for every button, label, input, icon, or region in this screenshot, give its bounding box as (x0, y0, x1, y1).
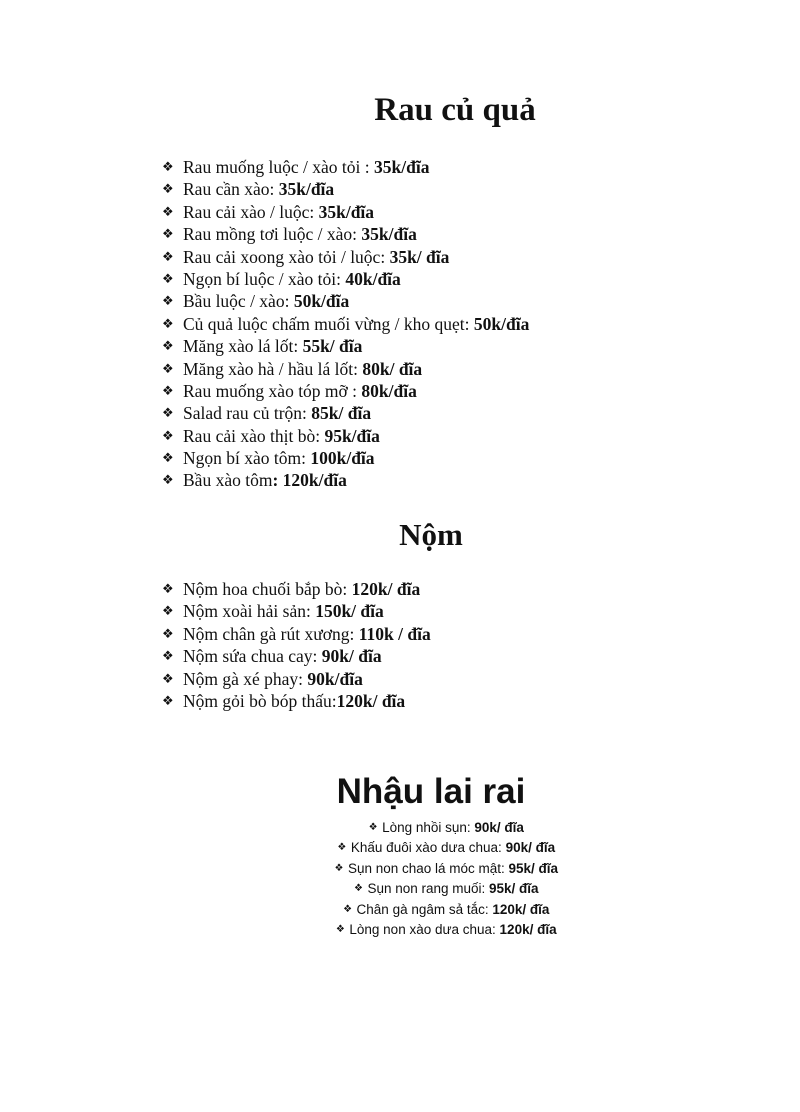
menu-item-name: Sụn non chao lá móc mật: (347, 860, 509, 876)
diamond-bullet-icon: ❖ (162, 670, 174, 686)
menu-list-rau-cu-qua (162, 156, 529, 492)
menu-item-name: Ngọn bí luộc / xào tỏi: (183, 268, 346, 289)
menu-item (88, 900, 800, 920)
diamond-bullet-icon: ❖ (162, 450, 174, 466)
menu-item-price: 35k/đĩa (318, 201, 375, 222)
diamond-bullet-icon: ❖ (162, 270, 174, 286)
menu-item-price: 95k/ đĩa (508, 860, 559, 876)
diamond-bullet-icon: ❖ (337, 842, 347, 854)
diamond-bullet-icon: ❖ (162, 360, 174, 376)
menu-item-price: 35k/ đĩa (389, 246, 450, 267)
menu-item-name: Salad rau củ trộn: (183, 403, 312, 424)
menu-item-name: Rau cải xào / luộc: (183, 201, 319, 222)
menu-item-price: 95k/ đĩa (489, 881, 539, 897)
diamond-bullet-icon: ❖ (162, 648, 174, 664)
diamond-bullet-icon: ❖ (162, 159, 174, 174)
menu-item-name: Rau muống luộc / xào tỏi : (183, 157, 375, 177)
menu-item-price: 90k/đĩa (307, 668, 363, 689)
diamond-bullet-icon: ❖ (162, 293, 174, 309)
menu-item (88, 920, 800, 940)
diamond-bullet-icon: ❖ (162, 472, 174, 488)
menu-item-price: 120k/ đĩa (336, 690, 406, 711)
menu-item-name: Lòng nhồi sụn: (382, 820, 475, 835)
menu-item (162, 380, 529, 402)
menu-item (162, 645, 431, 667)
menu-item-price: 90k/ đĩa (474, 820, 524, 835)
menu-item-price: 50k/đĩa (473, 313, 530, 334)
diamond-bullet-icon: ❖ (335, 923, 345, 935)
menu-item (162, 313, 529, 335)
menu-item-price: 40k/đĩa (345, 268, 401, 289)
menu-item (162, 178, 529, 200)
menu-item-price: 90k/ đĩa (321, 646, 382, 667)
menu-item-price: 55k/ đĩa (302, 336, 363, 357)
menu-item (162, 668, 431, 690)
menu-item-price: 120k/ đĩa (351, 579, 421, 599)
menu-list-nhau-lai-rai (0, 818, 800, 940)
menu-item (162, 425, 529, 447)
menu-item-price: 100k/đĩa (310, 448, 375, 469)
menu-item-price: 150k/ đĩa (315, 601, 384, 622)
menu-item-name: Nộm hoa chuối bắp bò: (183, 579, 352, 599)
menu-item-name: Sụn non rang muối: (367, 881, 490, 897)
menu-item (162, 447, 529, 469)
menu-item-name: Ngọn bí xào tôm: (183, 448, 311, 469)
menu-item-name: Nộm xoài hải sản: (183, 601, 316, 622)
menu-item-price: 80k/ đĩa (362, 358, 423, 379)
menu-item (162, 201, 529, 223)
menu-item (88, 838, 800, 858)
menu-item (162, 156, 529, 178)
section-title-rau-cu-qua: Rau củ quả (374, 92, 536, 128)
menu-item (88, 859, 800, 879)
menu-item-name: Củ quả luộc chấm muối vừng / kho quẹt: (183, 313, 474, 334)
menu-item (88, 818, 800, 838)
diamond-bullet-icon: ❖ (162, 203, 174, 219)
diamond-bullet-icon: ❖ (162, 625, 174, 641)
section-title-nom: Nộm (399, 517, 463, 552)
menu-item-name: Măng xào hà / hầu lá lốt: (183, 358, 363, 379)
menu-item-price: 120k/ đĩa (499, 921, 557, 937)
diamond-bullet-icon: ❖ (334, 862, 344, 874)
diamond-bullet-icon: ❖ (162, 382, 174, 398)
menu-item-name: Nộm gà xé phay: (183, 668, 308, 689)
menu-item-name: Chân gà ngâm sả tắc: (356, 901, 493, 917)
menu-item-name: Khấu đuôi xào dưa chua: (350, 840, 506, 856)
menu-item-name: Lòng non xào dưa chua: (349, 921, 500, 937)
menu-item (162, 600, 431, 622)
menu-item-price: 35k/đĩa (278, 179, 335, 200)
menu-item-price: 95k/đĩa (324, 425, 380, 446)
menu-list-nom (162, 578, 431, 712)
diamond-bullet-icon: ❖ (162, 315, 174, 331)
menu-item-name: Bầu xào tôm (183, 470, 273, 491)
menu-item-price: 120k/ đĩa (492, 901, 550, 917)
diamond-bullet-icon: ❖ (162, 405, 174, 421)
menu-item-name: Rau cải xoong xào tỏi / luộc: (183, 246, 390, 267)
menu-item (162, 402, 529, 424)
menu-item-name: Bầu luộc / xào: (183, 291, 294, 312)
menu-item (162, 246, 529, 268)
menu-item (162, 268, 529, 290)
menu-item (162, 690, 431, 712)
diamond-bullet-icon: ❖ (162, 248, 174, 264)
menu-item-price: 35k/đĩa (374, 157, 430, 177)
menu-item-name: Rau muống xào tóp mỡ : (183, 380, 362, 401)
diamond-bullet-icon: ❖ (343, 903, 353, 915)
menu-item (162, 578, 431, 600)
menu-item (162, 223, 529, 245)
diamond-bullet-icon: ❖ (353, 883, 363, 895)
menu-item (162, 358, 529, 380)
diamond-bullet-icon: ❖ (162, 181, 174, 197)
diamond-bullet-icon: ❖ (162, 692, 174, 708)
menu-item-price: 110k / đĩa (358, 623, 431, 644)
menu-item-name: Nộm gỏi bò bóp thấu: (183, 690, 337, 711)
menu-item-price: 90k/ đĩa (505, 840, 556, 856)
diamond-bullet-icon: ❖ (162, 581, 174, 596)
menu-item (162, 469, 529, 491)
menu-item-price: 80k/đĩa (361, 380, 417, 401)
diamond-bullet-icon: ❖ (162, 427, 174, 443)
diamond-bullet-icon: ❖ (162, 603, 174, 619)
menu-item-price: : 120k/đĩa (272, 470, 347, 491)
diamond-bullet-icon: ❖ (162, 338, 174, 354)
menu-item (88, 879, 800, 899)
section-title-nhau-lai-rai: Nhậu lai rai (336, 772, 526, 811)
menu-item (162, 335, 529, 357)
menu-item (162, 290, 529, 312)
menu-item-name: Rau cải xào thịt bò: (183, 425, 325, 446)
diamond-bullet-icon: ❖ (162, 226, 174, 242)
menu-item-name: Rau cần xào: (183, 179, 279, 200)
menu-item (162, 623, 431, 645)
menu-item-name: Nộm chân gà rút xương: (183, 623, 359, 644)
menu-item-price: 35k/đĩa (361, 224, 417, 245)
menu-item-name: Rau mồng tơi luộc / xào: (183, 224, 362, 245)
menu-item-price: 85k/ đĩa (311, 403, 372, 424)
diamond-bullet-icon: ❖ (368, 822, 378, 833)
menu-item-name: Nộm sứa chua cay: (183, 646, 322, 667)
menu-item-name: Măng xào lá lốt: (183, 336, 303, 357)
menu-item-price: 50k/đĩa (293, 291, 350, 312)
